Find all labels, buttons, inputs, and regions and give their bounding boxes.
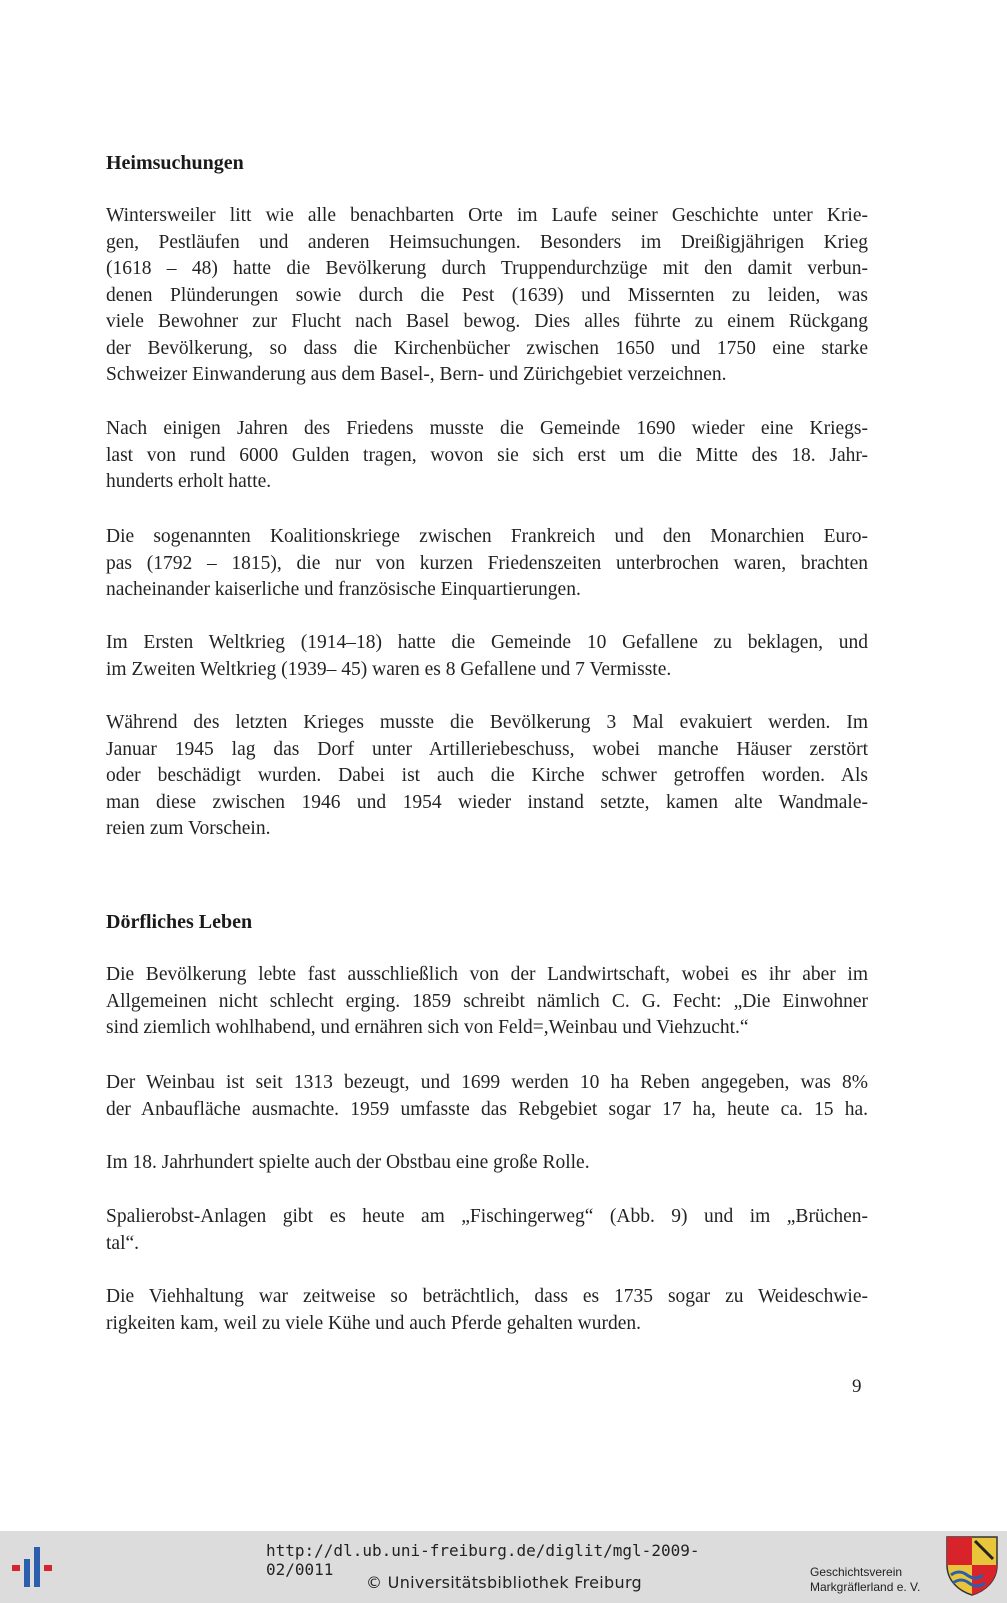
section-heading-doerfliches-leben: Dörfliches Leben bbox=[106, 911, 253, 933]
text-line: rigkeiten kam, weil zu viele Kühe und auch Pferde gehalten wurden. bbox=[106, 1312, 641, 1334]
text-line: gen, Pestläufen und anderen Heimsuchungen. Besonders im Dreißigjährigen Krieg bbox=[106, 231, 868, 253]
text-line: pas (1792 – 1815), die nur von kurzen Friedenszeiten unterbrochen waren, brachten bbox=[106, 552, 868, 574]
text-line: reien zum Vorschein. bbox=[106, 818, 271, 839]
text-line: Spalierobst-Anlagen gibt es heute am „Fischingerweg“ (Abb. 9) und im „Brüchen- bbox=[106, 1206, 868, 1227]
text-line: Januar 1945 lag das Dorf unter Artilleriebeschuss, wobei manche Häuser zerstört bbox=[106, 738, 868, 760]
text-line: Wintersweiler litt wie alle benachbarten Orte im Laufe seiner Geschichte unter Krie- bbox=[106, 205, 868, 226]
footer-url-link[interactable]: http://dl.ub.uni-freiburg.de/diglit/mgl-2009-02/0011 bbox=[266, 1541, 700, 1579]
paragraph bbox=[106, 524, 868, 604]
text-line: Nach einigen Jahren des Friedens musste die Gemeinde 1690 wieder eine Kriegs- bbox=[106, 418, 868, 439]
paragraph bbox=[106, 962, 868, 1042]
university-library-logo-icon bbox=[10, 1547, 66, 1589]
text-line: Im 18. Jahrhundert spielte auch der Obstbau eine große Rolle. bbox=[106, 1152, 590, 1173]
paragraph bbox=[106, 1284, 868, 1337]
text-line: Schweizer Einwanderung aus dem Basel-, Bern- und Zürichgebiet verzeichnen. bbox=[106, 364, 727, 385]
text-line: viele Bewohner zur Flucht nach Basel bewog. Dies alles führte zu einem Rückgang bbox=[106, 311, 868, 332]
text-line: sind ziemlich wohlhabend, und ernähren sich von Feld=,Weinbau und Viehzucht.“ bbox=[106, 1017, 749, 1038]
text-line: nacheinander kaiserliche und französische Einquartierungen. bbox=[106, 579, 581, 600]
text-line: der Bevölkerung, so dass die Kirchenbücher zwischen 1650 und 1750 eine starke bbox=[106, 337, 868, 359]
paragraph bbox=[106, 1150, 868, 1177]
paragraph bbox=[106, 630, 868, 683]
text-line: Während des letzten Krieges musste die Bevölkerung 3 Mal evakuiert werden. Im bbox=[106, 712, 868, 733]
text-line: Der Weinbau ist seit 1313 bezeugt, und 1699 werden 10 ha Reben angegeben, was 8% bbox=[106, 1072, 868, 1093]
text-line: der Anbaufläche ausmachte. 1959 umfasste das Rebgebiet sogar 17 ha, heute ca. 15 ha. bbox=[106, 1098, 868, 1120]
text-line: hunderts erholt hatte. bbox=[106, 471, 272, 492]
paragraph bbox=[106, 710, 868, 843]
association-line-1: Geschichtsverein bbox=[810, 1565, 903, 1579]
text-line: im Zweiten Weltkrieg (1939– 45) waren es 8 Gefallene und 7 Vermisste. bbox=[106, 658, 672, 680]
text-line: man diese zwischen 1946 und 1954 wieder instand setzte, kamen alte Wandmale- bbox=[106, 791, 868, 813]
text-line: tal“. bbox=[106, 1232, 140, 1254]
page-number: 9 bbox=[852, 1376, 862, 1397]
coat-of-arms-icon bbox=[945, 1535, 999, 1597]
paragraph bbox=[106, 416, 868, 496]
footer-bar bbox=[0, 1531, 1007, 1603]
text-line: oder beschädigt wurden. Dabei ist auch die Kirche schwer getroffen worden. Als bbox=[106, 765, 868, 786]
text-line: Die sogenannten Koalitionskriege zwischen Frankreich und den Monarchien Euro- bbox=[106, 526, 868, 547]
footer-copyright: © Universitätsbibliothek Freiburg bbox=[366, 1573, 642, 1592]
text-line: Allgemeinen nicht schlecht erging. 1859 schreibt nämlich C. G. Fecht: „Die Einwohner bbox=[106, 990, 868, 1012]
paragraph bbox=[106, 1070, 868, 1123]
association-line-2: Markgräflerland e. V. bbox=[810, 1580, 921, 1594]
section-heading-heimsuchungen: Heimsuchungen bbox=[106, 152, 244, 174]
text-line: denen Plünderungen sowie durch die Pest (1639) und Missernten zu leiden, was bbox=[106, 284, 868, 306]
text-line: last von rund 6000 Gulden tragen, wovon sie sich erst um die Mitte des 18. Jahr- bbox=[106, 444, 868, 466]
text-line: (1618 – 48) hatte die Bevölkerung durch Truppendurchzüge mit den damit verbun- bbox=[106, 258, 868, 279]
text-line: Im Ersten Weltkrieg (1914–18) hatte die Gemeinde 10 Gefallene zu beklagen, und bbox=[106, 632, 868, 653]
paragraph bbox=[106, 1204, 868, 1257]
association-name bbox=[810, 1565, 920, 1595]
paragraph bbox=[106, 203, 868, 389]
text-line: Die Viehhaltung war zeitweise so beträchtlich, dass es 1735 sogar zu Weideschwie- bbox=[106, 1286, 868, 1307]
text-line: Die Bevölkerung lebte fast ausschließlich von der Landwirtschaft, wobei es ihr aber im bbox=[106, 964, 868, 985]
